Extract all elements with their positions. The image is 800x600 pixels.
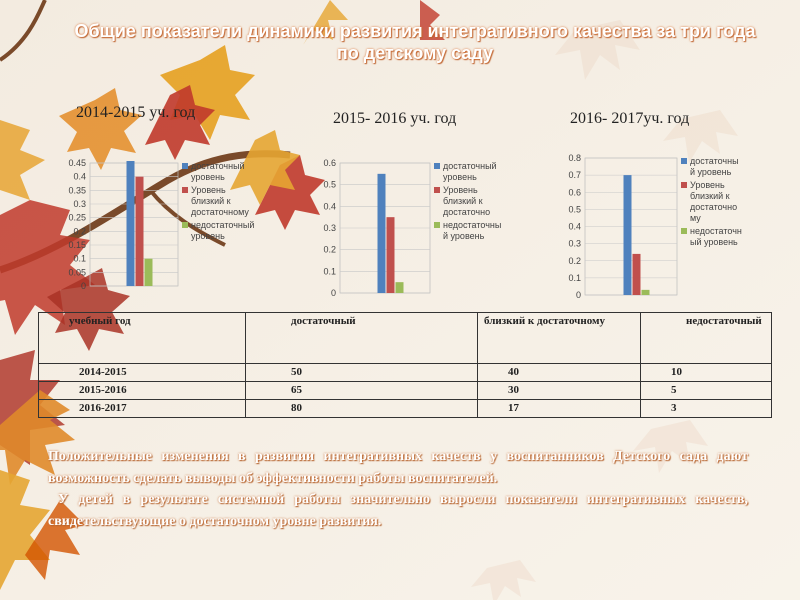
table-row <box>39 364 772 382</box>
legend-label: недостаточны <box>443 220 502 230</box>
bar-sufficient <box>378 174 386 293</box>
legend-swatch <box>182 163 188 169</box>
bar-near-sufficient <box>136 177 144 286</box>
legend-entry <box>434 220 501 241</box>
legend-label: Уровень <box>690 180 725 190</box>
legend-label: Уровень <box>443 185 478 195</box>
table-cell: 17 <box>478 400 641 418</box>
legend-entry <box>681 156 739 177</box>
y-tick-label: 0.6 <box>568 187 581 198</box>
conclusion-paragraph-2: У детей в результате системной работы значительно выросли показатели интегративных качеств, свидетельствующие о достаточном уровне развития. <box>48 492 748 529</box>
legend-swatch <box>681 182 687 188</box>
legend-entry <box>182 161 245 182</box>
legend-label: достаточный <box>191 161 245 171</box>
y-tick-label: 0 <box>330 288 336 298</box>
legend-swatch <box>434 187 440 193</box>
year-label-3: 2016- 2017уч. год <box>570 110 690 127</box>
year-label-1: 2014-2015 уч. год <box>76 104 196 121</box>
legend-label: достаточно <box>690 202 738 212</box>
y-tick-label: 0.1 <box>568 272 581 283</box>
legend-label: недостаточный <box>191 220 255 230</box>
legend-entry <box>681 180 737 223</box>
year-label-2: 2015- 2016 уч. год <box>333 110 457 127</box>
y-tick-label: 0.2 <box>323 244 336 255</box>
bar-chart-2016-2017 <box>555 150 785 305</box>
header-sufficient: достаточный <box>246 313 478 364</box>
legend-entry <box>681 226 742 247</box>
legend-entry <box>182 185 249 217</box>
legend-swatch <box>434 163 440 169</box>
legend-swatch <box>182 222 188 228</box>
y-tick-label: 0.1 <box>323 266 336 277</box>
y-tick-label: 0.1 <box>73 253 86 264</box>
header-near-sufficient: близкий к достаточному <box>478 313 641 364</box>
legend-label: уровень <box>191 231 225 241</box>
plot-area <box>568 153 677 300</box>
bar-chart-2014-2015 <box>60 155 290 305</box>
legend-label: му <box>690 213 701 223</box>
y-tick-label: 0.2 <box>73 226 86 237</box>
table-cell: 30 <box>478 382 641 400</box>
legend-label: достаточно <box>443 207 491 217</box>
legend-label: достаточны <box>690 156 739 166</box>
y-tick-label: 0.3 <box>73 199 86 209</box>
slide-title: Общие показатели динамики развития интегративного качества за три года по детскому саду <box>74 21 756 63</box>
legend-label: Уровень <box>191 185 226 195</box>
results-table <box>38 312 772 418</box>
table-cell: 50 <box>246 364 478 382</box>
y-tick-label: 0.15 <box>68 240 86 250</box>
y-tick-label: 0.05 <box>68 267 86 278</box>
y-tick-label: 0.3 <box>323 223 336 233</box>
table-cell: 80 <box>246 400 478 418</box>
plot-area <box>323 158 430 298</box>
y-tick-label: 0.4 <box>73 171 86 182</box>
table-cell: 5 <box>641 382 772 400</box>
legend-label: й уровень <box>690 167 732 177</box>
plot-area <box>68 158 178 291</box>
legend-label: ый уровень <box>690 237 738 247</box>
conclusion-text <box>48 446 748 532</box>
table-cell: 2014-2015 <box>39 364 246 382</box>
legend-swatch <box>182 187 188 193</box>
table-cell: 2016-2017 <box>39 400 246 418</box>
legend-label: достаточному <box>191 207 249 217</box>
y-tick-label: 0 <box>575 290 581 300</box>
y-tick-label: 0.25 <box>68 212 86 223</box>
legend-entry <box>434 161 497 182</box>
table-row <box>39 382 772 400</box>
bar-near-sufficient <box>387 217 395 293</box>
y-tick-label: 0.4 <box>323 201 336 212</box>
y-tick-label: 0 <box>80 281 86 291</box>
legend-label: близкий к <box>443 196 483 206</box>
legend-swatch <box>681 158 687 164</box>
table-header-row <box>39 313 772 364</box>
bar-sufficient <box>624 175 632 295</box>
y-tick-label: 0.45 <box>68 158 86 168</box>
table-cell: 65 <box>246 382 478 400</box>
bar-insufficient <box>145 259 153 286</box>
conclusion-paragraph-1: Положительные изменения в развитии интегративных качеств у воспитанников Детского сада дают возможность сделать выводы об эффективности работы воспитателей. <box>48 449 748 486</box>
y-tick-label: 0.3 <box>568 238 581 249</box>
legend-entry <box>182 220 254 241</box>
legend-label: недостаточн <box>690 226 742 236</box>
bar-insufficient <box>396 282 404 293</box>
legend-swatch <box>434 222 440 228</box>
table-row <box>39 400 772 418</box>
legend-swatch <box>681 228 687 234</box>
header-school-year: учебный год <box>39 313 246 364</box>
table-cell: 40 <box>478 364 641 382</box>
legend-entry <box>434 185 490 217</box>
legend-label: уровень <box>191 172 225 182</box>
table-cell: 2015-2016 <box>39 382 246 400</box>
y-tick-label: 0.7 <box>568 170 581 181</box>
y-tick-label: 0.6 <box>323 158 336 168</box>
y-tick-label: 0.4 <box>568 221 581 232</box>
legend-label: уровень <box>443 172 477 182</box>
legend-label: достаточный <box>443 161 497 171</box>
legend-label: й уровень <box>443 231 485 241</box>
y-tick-label: 0.2 <box>568 255 581 266</box>
table-cell: 10 <box>641 364 772 382</box>
legend-label: близкий к <box>690 191 730 201</box>
y-tick-label: 0.8 <box>568 153 581 163</box>
bar-near-sufficient <box>633 254 641 295</box>
header-insufficient: недостаточный <box>641 313 772 364</box>
bar-sufficient <box>127 161 135 286</box>
y-tick-label: 0.5 <box>323 179 336 190</box>
table-cell: 3 <box>641 400 772 418</box>
legend-label: близкий к <box>191 196 231 206</box>
y-tick-label: 0.5 <box>568 204 581 215</box>
bar-chart-2015-2016 <box>310 155 540 305</box>
y-tick-label: 0.35 <box>68 185 86 196</box>
bar-insufficient <box>642 290 650 295</box>
